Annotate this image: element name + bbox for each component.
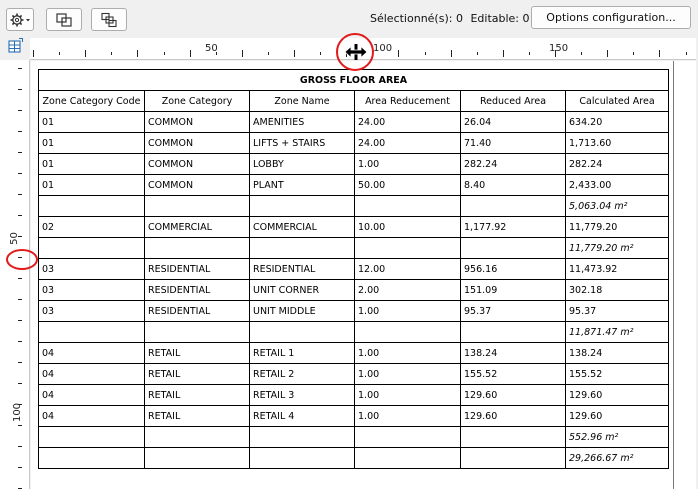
table-cell[interactable]: RETAIL <box>145 364 250 385</box>
ruler-label: 50 <box>8 232 20 245</box>
table-row[interactable] <box>39 385 669 406</box>
ruler-label: 150 <box>549 43 569 54</box>
table-cell[interactable]: RETAIL 2 <box>250 364 355 385</box>
table-cell[interactable]: 11,779.20 m² <box>566 238 669 259</box>
ruler-tick <box>477 52 478 55</box>
table-cell[interactable]: RETAIL 1 <box>250 343 355 364</box>
ruler-tick <box>111 52 112 55</box>
table-cell[interactable] <box>461 427 566 448</box>
table-cell[interactable] <box>355 238 461 259</box>
table-row[interactable] <box>39 259 669 280</box>
table-cell[interactable]: 1.00 <box>355 301 461 322</box>
ruler-tick <box>59 52 60 55</box>
frame-select-icon <box>55 12 73 28</box>
ruler-tick <box>398 50 399 57</box>
table-cell[interactable]: 129.60 <box>461 385 566 406</box>
table-cell[interactable]: 95.37 <box>461 301 566 322</box>
table-cell[interactable] <box>461 196 566 217</box>
table-cell[interactable]: LIFTS + STAIRS <box>250 133 355 154</box>
ruler-tick <box>18 383 22 384</box>
table-cell[interactable]: 2,433.00 <box>566 175 669 196</box>
table-cell[interactable]: RETAIL 3 <box>250 385 355 406</box>
column-header[interactable]: Zone Category <box>145 91 250 112</box>
column-header-row <box>39 91 669 112</box>
ruler-tick <box>190 50 191 57</box>
table-cell[interactable]: 129.60 <box>566 406 669 427</box>
selected-count: Sélectionné(s): 0 <box>370 12 463 25</box>
table-cell[interactable]: 1.00 <box>355 154 461 175</box>
table-cell[interactable]: 29,266.67 m² <box>566 448 669 469</box>
table-cell[interactable] <box>145 322 250 343</box>
ruler-tick <box>18 173 22 174</box>
ruler-tick <box>18 131 22 132</box>
ruler-tick <box>164 52 165 55</box>
table-cell[interactable]: RETAIL <box>145 406 250 427</box>
table-cell[interactable]: 02 <box>39 217 145 238</box>
table-cell[interactable]: COMMON <box>145 154 250 175</box>
table-cell[interactable]: 03 <box>39 259 145 280</box>
table-cell[interactable]: 1.00 <box>355 406 461 427</box>
subtotal-row[interactable] <box>39 196 669 217</box>
table-cell[interactable]: 04 <box>39 343 145 364</box>
column-header[interactable]: Calculated Area <box>566 91 669 112</box>
table-cell[interactable]: 5,063.04 m² <box>566 196 669 217</box>
ruler-tick <box>18 362 22 363</box>
table-cell[interactable]: 8.40 <box>461 175 566 196</box>
ruler-tick <box>242 50 243 57</box>
table-cell[interactable]: RESIDENTIAL <box>145 301 250 322</box>
table-cell[interactable]: RETAIL <box>145 343 250 364</box>
ruler-label: 100 <box>373 43 393 54</box>
ruler-tick <box>607 50 608 57</box>
table-cell[interactable]: RESIDENTIAL <box>250 259 355 280</box>
table-cell[interactable] <box>355 322 461 343</box>
table-row[interactable] <box>39 280 669 301</box>
gross-floor-area-schedule[interactable] <box>38 69 669 469</box>
ruler-tick <box>581 52 582 55</box>
ruler-tick <box>137 50 138 57</box>
table-cell[interactable]: 151.09 <box>461 280 566 301</box>
table-cell[interactable]: 50.00 <box>355 175 461 196</box>
ruler-tick <box>18 467 22 468</box>
table-cell[interactable] <box>250 448 355 469</box>
table-cell[interactable] <box>250 238 355 259</box>
multi-frame-button[interactable] <box>91 8 127 31</box>
settings-dropdown-button[interactable] <box>6 8 34 31</box>
ruler-tick <box>18 299 22 300</box>
ruler-tick <box>451 50 452 57</box>
table-cell[interactable] <box>461 322 566 343</box>
table-cell[interactable]: 03 <box>39 301 145 322</box>
table-cell[interactable]: UNIT CORNER <box>250 280 355 301</box>
ruler-tick <box>18 320 22 321</box>
table-cell[interactable]: 155.52 <box>461 364 566 385</box>
table-cell[interactable]: 03 <box>39 280 145 301</box>
table-row[interactable] <box>39 154 669 175</box>
table-cell[interactable]: RESIDENTIAL <box>145 280 250 301</box>
table-row[interactable] <box>39 175 669 196</box>
table-cell[interactable] <box>39 196 145 217</box>
select-frame-button[interactable] <box>46 8 82 31</box>
highlight-circle-vruler <box>6 249 38 270</box>
table-cell[interactable]: 138.24 <box>566 343 669 364</box>
ruler-tick <box>18 425 22 426</box>
table-cell[interactable]: AMENITIES <box>250 112 355 133</box>
table-cell[interactable]: 04 <box>39 385 145 406</box>
table-cell[interactable]: 1,713.60 <box>566 133 669 154</box>
table-cell[interactable]: 71.40 <box>461 133 566 154</box>
table-cell[interactable]: COMMON <box>145 175 250 196</box>
table-cell[interactable]: COMMON <box>145 133 250 154</box>
table-cell[interactable]: UNIT MIDDLE <box>250 301 355 322</box>
table-cell[interactable]: 956.16 <box>461 259 566 280</box>
table-cell[interactable]: 10.00 <box>355 217 461 238</box>
table-row[interactable] <box>39 112 669 133</box>
table-cell[interactable]: 11,871.47 m² <box>566 322 669 343</box>
table-cell[interactable]: LOBBY <box>250 154 355 175</box>
table-cell[interactable] <box>39 238 145 259</box>
table-cell[interactable] <box>461 448 566 469</box>
table-cell[interactable]: 12.00 <box>355 259 461 280</box>
subtotal-row[interactable] <box>39 238 669 259</box>
table-cell[interactable]: 04 <box>39 364 145 385</box>
table-cell[interactable]: COMMERCIAL <box>145 217 250 238</box>
table-cell[interactable]: 634.20 <box>566 112 669 133</box>
subtotal-row[interactable] <box>39 322 669 343</box>
table-cell[interactable]: 24.00 <box>355 133 461 154</box>
table-cell[interactable]: 138.24 <box>461 343 566 364</box>
table-cell[interactable]: 155.52 <box>566 364 669 385</box>
column-header[interactable]: Reduced Area <box>461 91 566 112</box>
table-cell[interactable]: 24.00 <box>355 112 461 133</box>
multi-frame-icon <box>100 12 118 28</box>
table-cell[interactable]: RESIDENTIAL <box>145 259 250 280</box>
selection-status <box>370 12 534 25</box>
ruler-tick <box>18 446 22 447</box>
table-cell[interactable]: 1.00 <box>355 364 461 385</box>
table-row[interactable] <box>39 364 669 385</box>
table-cell[interactable]: 282.24 <box>461 154 566 175</box>
table-cell[interactable]: 26.04 <box>461 112 566 133</box>
ruler-tick <box>268 52 269 55</box>
table-cell[interactable]: 01 <box>39 133 145 154</box>
table-cell[interactable] <box>145 448 250 469</box>
table-cell[interactable] <box>355 448 461 469</box>
table-cell[interactable]: RETAIL 4 <box>250 406 355 427</box>
table-cell[interactable] <box>250 427 355 448</box>
table-cell[interactable]: 302.18 <box>566 280 669 301</box>
table-cell[interactable]: COMMON <box>145 112 250 133</box>
ruler-tick <box>18 89 22 90</box>
ruler-tick <box>18 110 22 111</box>
ruler-tick <box>659 50 660 57</box>
ruler-tick <box>686 52 687 55</box>
table-cell[interactable]: 1.00 <box>355 385 461 406</box>
ruler-tick <box>18 194 22 195</box>
table-insert-icon <box>6 37 24 59</box>
gear-icon <box>9 12 31 28</box>
table-cell[interactable] <box>145 238 250 259</box>
table-cell[interactable] <box>39 448 145 469</box>
table-cell[interactable]: 129.60 <box>566 385 669 406</box>
table-cell[interactable]: 11,779.20 <box>566 217 669 238</box>
ruler-tick <box>33 50 34 57</box>
schedule-canvas[interactable] <box>31 61 696 489</box>
table-cell[interactable]: 04 <box>39 406 145 427</box>
table-cell[interactable]: 282.24 <box>566 154 669 175</box>
table-cell[interactable] <box>355 196 461 217</box>
ruler-tick <box>18 152 22 153</box>
subtotal-row[interactable] <box>39 448 669 469</box>
ruler-label: 50 <box>205 43 218 54</box>
schedule-body <box>39 112 669 469</box>
ruler-tick <box>529 52 530 55</box>
table-row[interactable] <box>39 133 669 154</box>
table-cell[interactable]: 11,473.92 <box>566 259 669 280</box>
ruler-tick <box>18 341 22 342</box>
editable-count: Editable: 0 <box>470 12 530 25</box>
table-cell[interactable]: 01 <box>39 112 145 133</box>
resize-cursor-icon <box>343 42 369 62</box>
table-cell[interactable]: 2.00 <box>355 280 461 301</box>
ruler-origin-button[interactable] <box>4 38 26 58</box>
table-cell[interactable]: PLANT <box>250 175 355 196</box>
table-cell[interactable] <box>461 238 566 259</box>
table-cell[interactable] <box>39 322 145 343</box>
table-cell[interactable]: 01 <box>39 154 145 175</box>
ruler-tick <box>320 52 321 55</box>
table-row[interactable] <box>39 301 669 322</box>
table-cell[interactable] <box>250 322 355 343</box>
table-cell[interactable] <box>145 427 250 448</box>
ruler-tick <box>633 52 634 55</box>
table-cell[interactable]: 552.96 m² <box>566 427 669 448</box>
ruler-tick <box>503 50 504 57</box>
table-cell[interactable]: COMMERCIAL <box>250 217 355 238</box>
ruler-tick <box>18 68 22 69</box>
table-cell[interactable]: 1.00 <box>355 343 461 364</box>
table-cell[interactable]: 129.60 <box>461 406 566 427</box>
vertical-ruler[interactable] <box>0 60 30 489</box>
options-configuration-button[interactable]: Options configuration... <box>531 6 691 29</box>
ruler-tick <box>85 50 86 57</box>
table-cell[interactable] <box>355 427 461 448</box>
column-header[interactable]: Zone Name <box>250 91 355 112</box>
column-header[interactable]: Zone Category Code <box>39 91 145 112</box>
table-row[interactable] <box>39 217 669 238</box>
table-cell[interactable] <box>145 196 250 217</box>
table-cell[interactable] <box>39 427 145 448</box>
table-row[interactable] <box>39 343 669 364</box>
table-cell[interactable]: 01 <box>39 175 145 196</box>
ruler-tick <box>294 50 295 57</box>
table-row[interactable] <box>39 406 669 427</box>
ruler-tick <box>18 215 22 216</box>
column-header[interactable]: Area Reducement <box>355 91 461 112</box>
ruler-tick <box>425 52 426 55</box>
table-cell[interactable]: 1,177.92 <box>461 217 566 238</box>
schedule-title: GROSS FLOOR AREA <box>39 70 669 91</box>
table-cell[interactable]: 95.37 <box>566 301 669 322</box>
ruler-label: 100 <box>12 402 24 423</box>
table-cell[interactable] <box>250 196 355 217</box>
subtotal-row[interactable] <box>39 427 669 448</box>
ruler-tick <box>18 278 22 279</box>
table-cell[interactable]: RETAIL <box>145 385 250 406</box>
